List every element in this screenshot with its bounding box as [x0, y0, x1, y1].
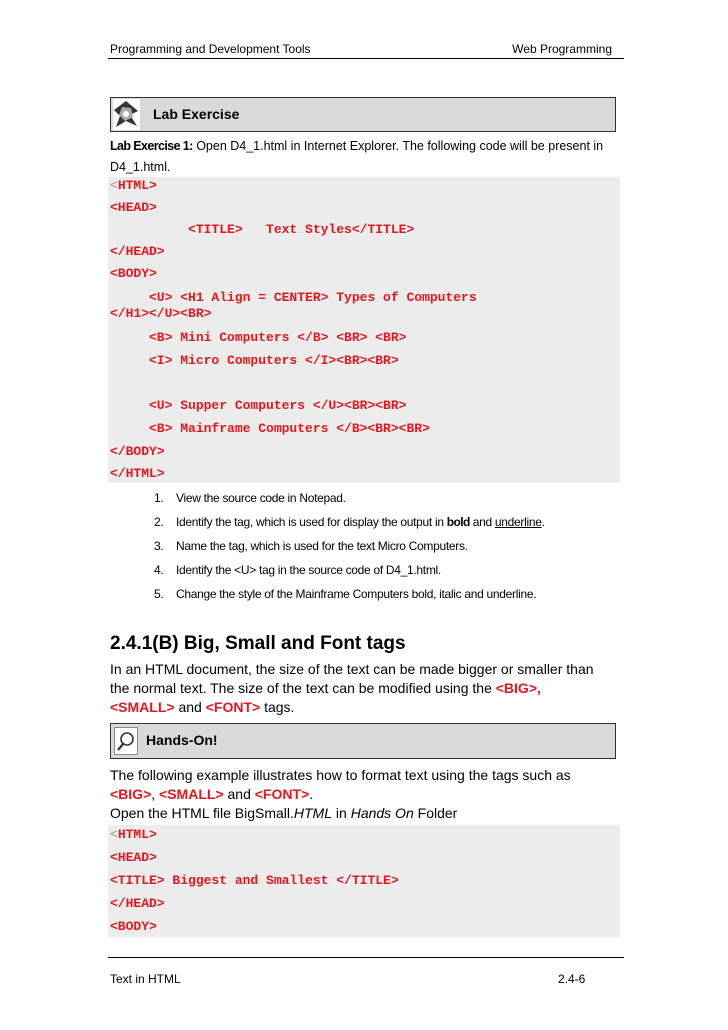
- magnifier-icon: [114, 727, 138, 755]
- code-line: </BODY>: [110, 444, 165, 459]
- code-line: </HTML>: [110, 466, 165, 481]
- code-line: <BODY>: [110, 919, 157, 934]
- section-heading: 2.4.1(B) Big, Small and Font tags: [110, 633, 406, 654]
- code-line: <B> Mini Computers </B> <BR> <BR>: [110, 330, 407, 345]
- page-header: [108, 42, 624, 59]
- lab-box-title: Lab Exercise: [153, 106, 240, 122]
- hands-on-box: [110, 723, 616, 759]
- lab-icon: [113, 99, 140, 130]
- code-line: <HTML>: [110, 827, 157, 842]
- small-tag: <SMALL>: [159, 786, 224, 802]
- page-number: 2.4-6: [558, 972, 586, 986]
- code-block-2: [108, 825, 620, 937]
- code-line: <TITLE> Biggest and Smallest </TITLE>: [110, 873, 399, 888]
- lab-text-2: D4_1.html.: [110, 160, 171, 174]
- code-line: <BODY>: [110, 266, 157, 281]
- code-line: <HTML>: [110, 178, 157, 193]
- code-line: <B> Mainframe Computers </B><BR><BR>: [110, 421, 430, 436]
- code-line: </H1></U><BR>: [110, 306, 212, 321]
- footer-left: Text in HTML: [110, 972, 181, 986]
- big-tag: <BIG>: [110, 786, 152, 802]
- font-tag: <FONT>: [205, 699, 261, 715]
- underline-word: underline: [494, 515, 542, 529]
- code-line: <U> Supper Computers </U><BR><BR>: [110, 398, 407, 413]
- lab-exercise-box: [110, 97, 616, 132]
- code-line: <TITLE> Text Styles</TITLE>: [110, 222, 415, 237]
- intro-paragraph: In an HTML document, the size of the text can be made bigger or smaller than the normal text. The size of the text can be modified using the <BIG>, <SMALL> and <FONT> tags.: [110, 661, 594, 715]
- code-line: <I> Micro Computers </I><BR><BR>: [110, 353, 399, 368]
- font-tag: <FONT>: [254, 786, 310, 802]
- code-line: <HEAD>: [110, 850, 157, 865]
- lab-label: Lab Exercise 1:: [110, 139, 193, 153]
- small-tag: <SMALL>: [110, 699, 175, 715]
- big-tag: <BIG>,: [495, 680, 541, 696]
- header-left: Programming and Development Tools: [110, 42, 311, 56]
- code-line: </HEAD>: [110, 244, 165, 259]
- header-right: Web Programming: [512, 42, 612, 56]
- page-footer: [108, 957, 624, 986]
- bold-word: bold: [446, 515, 470, 529]
- code-line: <U> <H1 Align = CENTER> Types of Computers: [110, 290, 477, 305]
- lab-text-1: Open D4_1.html in Internet Explorer. The following code will be present in: [192, 139, 604, 153]
- code-line: <HEAD>: [110, 200, 157, 215]
- example-paragraph: The following example illustrates how to format text using the tags such as <BIG>, <SMALL> and <FONT>. Open the HTML file BigSmall.HTML in Hands On Folder: [110, 767, 571, 821]
- code-block-1: [108, 177, 620, 483]
- hands-on-title: Hands-On!: [146, 732, 218, 748]
- lab-intro: [110, 136, 620, 178]
- code-line: </HEAD>: [110, 896, 165, 911]
